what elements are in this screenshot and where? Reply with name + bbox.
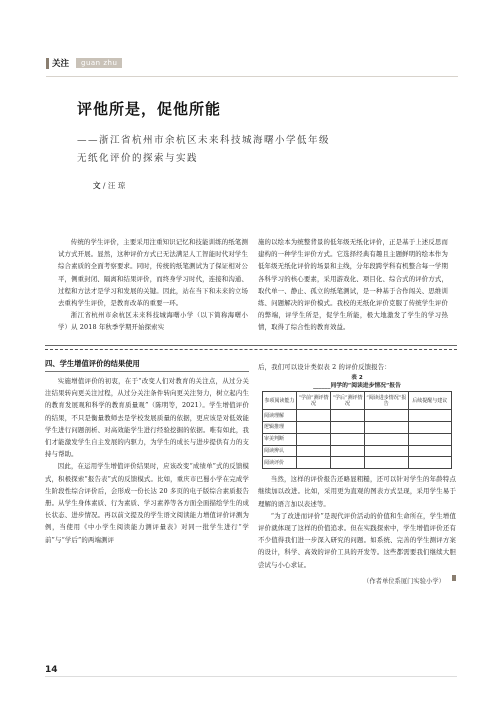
author-line xyxy=(93,180,125,191)
intro-left-column xyxy=(58,236,248,334)
intro-paragraph: 传统的学生评价，主要采用注重知识记忆和技能训练的纸笔测试方式开展。显然，这种评价方式已无法满足人工智能时代对学生综合素质的全面考察要求。同时，传统的纸笔测试为了保证相对公平，侧重封闭、隔离和结果评价，而终身学习时代，连接和沟通、过程和方法才是学习和发展的关键。因此，站在当下和未来的立场去重构学生评价，是教育改革的重要一环。 xyxy=(58,238,248,308)
table-row-label: 阅读理解 xyxy=(263,410,297,422)
author-prefix: 文 xyxy=(93,181,101,190)
section4-paragraph: 因此，在运用学生增值评价结果时，应该改变“成绩单”式的反馈模式，积极探索“报告表”式的反馈模式。比如，重庆市巴蜀小学在完成学生阶段性综合评价后，会形成一份长达 20 多页的电子版综合素质报告册。从学生身体素质、行为素质、学习素养等各方面全面描绘学生的成长状态、进步情况。再以前文提及的学生语文阅读能力增值评价评测为例，当使用《中小学生阅读能力测评量表》对同一批学生进行“学前”与“学后”的两端测评 xyxy=(45,462,249,544)
table-title: ______同学的“阅读进步情况”报告 xyxy=(313,383,401,390)
article-title: 评他所是，促他所能 xyxy=(77,100,222,118)
table-caption: 表 2 xyxy=(351,375,363,382)
table-row xyxy=(263,445,452,457)
column-label: 关注 xyxy=(52,59,70,69)
table-row-label: 审美判断 xyxy=(263,433,297,445)
table-row-label: 阅读辨认 xyxy=(263,445,297,457)
author-affiliation-text: （作者单位系厦门实验小学） xyxy=(363,577,445,585)
intro-paragraph: 施的以绘本为统整背景的低年级无纸化评价，正是基于上述反思而建构的一种学生评价方式。它选择经典有趣且主题鲜明的绘本作为低年级无纸化评价的场景和主线，分年段跨学科有机整合每一学期各科学习的核心要素，采用游戏化、项目化、综合式的评价方式，取代单一、静止、孤立的纸笔测试，是一种基于合作闯关、思维训练、问题解决的评价模式。我校的无纸化评价克服了传统学生评价的弊端，评学生所是，促学生所能，极大地激发了学生的学习热情，取得了综合性的教育效益。 xyxy=(258,238,448,332)
author-separator: / xyxy=(102,181,106,190)
table-header-cell: “阅读进步情况”报告 xyxy=(365,392,408,410)
page-number: 14 xyxy=(45,665,58,675)
column-label-pinyin: guan zhu xyxy=(76,58,122,68)
author-affiliation xyxy=(258,573,456,586)
table-header-cell: “学后”测评情况 xyxy=(331,392,365,410)
table-header-cell: “学前”测评情况 xyxy=(297,392,331,410)
body-paragraph: 当然，这样的评价报告还略显粗糙，还可以针对学生的年龄特点继续加以改进。比如，采用更为直观的图表方式呈现，采用学生易于理解的语言加以表述等。 xyxy=(258,475,456,508)
table-row xyxy=(263,433,452,445)
section-separator xyxy=(45,345,457,346)
intro-paragraph: 浙江省杭州市余杭区未来科技城海曙小学（以下简称海曙小学）从 2018 年秋季学期开始探索实 xyxy=(58,311,248,332)
table-row xyxy=(263,410,452,422)
table-row xyxy=(263,422,452,434)
progress-report-table xyxy=(262,391,452,469)
section-separator-dashed xyxy=(45,349,457,350)
table-row-label: 阅读评价 xyxy=(263,457,297,469)
table-header-cell: 后续提醒与建议 xyxy=(408,392,451,410)
footer-divider xyxy=(45,676,457,677)
intro-right-column xyxy=(258,236,448,334)
right-column xyxy=(258,361,456,586)
header-divider xyxy=(46,76,458,77)
body-paragraph: “为了改进而评价”是现代评价活动的价值和生命所在，学生增值评价就体现了这样的价值追求。但在实践探索中，学生增值评价还有不少值得我们进一步深入研究的问题。如系统、完善的学生测评方案的设计，科学、高效的评价工具的开发等。这些都需要我们继续大胆尝试与小心求证。 xyxy=(258,511,456,569)
header-accent-bar xyxy=(46,58,49,69)
table-row xyxy=(263,457,452,469)
table-intro-text: 后，我们可以设计类似表 2 的评价反馈报告： xyxy=(258,363,391,371)
table-row-label: 逻辑推理 xyxy=(263,422,297,434)
section4-column xyxy=(45,356,249,546)
article-subtitle-line2: 无纸化评价的探索与实践 xyxy=(77,153,199,164)
table-header-cell: 参项阅读能力 xyxy=(263,392,297,410)
section4-paragraph: 实施增值评价的初衷，在于“改变人们对教育的关注点，从过分关注结果转向更关注过程，从过分关注条件转向更关注努力，树立起内生的教育发展观和科学的教育质量观”（陈明等，2021）。学生增值评价的结果，不只是衡量教师去是学校发展质量的依据，更应该是对低效能学生进行问题剖析、对高效能学生进行经验挖掘的依据。唯有如此，我们才能激发学生自主发展的内驱力，为学生的成长与进步提供有力的支持与帮助。 xyxy=(45,377,249,459)
author-name: 汪 琼 xyxy=(107,181,126,190)
section4-heading-box xyxy=(45,356,249,372)
section4-heading: 四、学生增值评价的结果使用 xyxy=(45,359,140,368)
article-subtitle-line1: ——浙江省杭州市余杭区未来科技城海曙小学低年级 xyxy=(77,135,331,146)
end-mark-icon xyxy=(452,575,456,581)
